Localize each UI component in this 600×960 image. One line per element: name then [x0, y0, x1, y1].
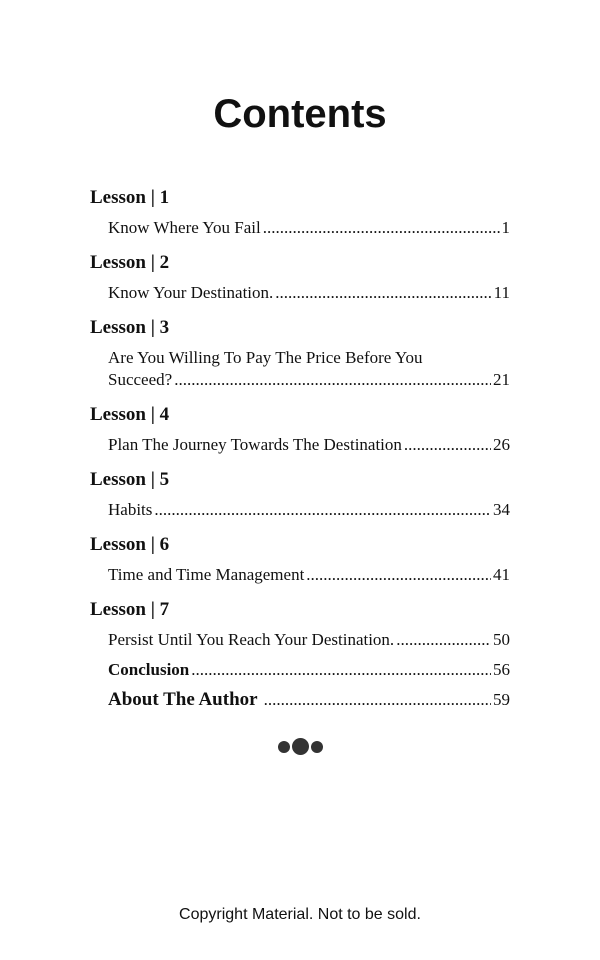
toc-page-number: 50 [493, 630, 510, 649]
toc-page-number: 1 [501, 218, 510, 237]
ornament-dot-left [278, 741, 290, 753]
toc-entry-label: Know Where You Fail [108, 218, 261, 237]
lesson-heading-4: Lesson | 4 [90, 404, 170, 425]
toc-entry-line2 [108, 369, 510, 391]
toc-entry-label: About The Author [108, 689, 258, 710]
toc-entry-label: Habits [108, 500, 153, 519]
toc-page-number: 34 [493, 500, 510, 519]
toc-entry-label: Conclusion [108, 660, 190, 679]
toc-page-number: 59 [493, 690, 510, 709]
table-of-contents [90, 184, 510, 711]
toc-entry-label: Persist Until You Reach Your Destination. [108, 630, 395, 649]
dot-leader [264, 689, 491, 711]
toc-page-number: 56 [493, 660, 510, 679]
toc-entry-6[interactable] [108, 564, 510, 586]
ornament-dot-center [292, 738, 309, 755]
toc-entry-label: Time and Time Management [108, 565, 305, 584]
dot-leader [191, 659, 491, 681]
toc-entry-3[interactable] [108, 347, 510, 391]
dot-leader [306, 564, 491, 586]
toc-entry-7[interactable] [108, 629, 510, 651]
dot-leader [404, 434, 491, 456]
dot-leader [396, 629, 491, 651]
toc-entry-4[interactable] [108, 434, 510, 456]
three-dot-ornament-icon [0, 738, 600, 755]
toc-entry-conclusion[interactable] [108, 659, 510, 681]
copyright-footer: Copyright Material. Not to be sold. [179, 906, 421, 923]
lesson-heading-5: Lesson | 5 [90, 469, 170, 490]
toc-page-number: 11 [493, 283, 510, 302]
toc-entry-label: Plan The Journey Towards The Destination [108, 435, 402, 454]
toc-page-number: 26 [493, 435, 510, 454]
toc-entry-5[interactable] [108, 499, 510, 521]
dot-leader [154, 499, 491, 521]
lesson-heading-6: Lesson | 6 [90, 534, 170, 555]
toc-page-number: 21 [493, 370, 510, 389]
dot-leader [263, 217, 500, 239]
lesson-heading-1: Lesson | 1 [90, 187, 170, 208]
dot-leader [275, 282, 491, 304]
lesson-heading-2: Lesson | 2 [90, 252, 170, 273]
toc-entry-1[interactable] [108, 217, 510, 239]
toc-entry-label-line2: Succeed? [108, 370, 173, 389]
toc-entry-label-line1: Are You Willing To Pay The Price Before You [108, 348, 423, 367]
dot-leader [174, 369, 491, 391]
toc-entry-label: Know Your Destination. [108, 283, 274, 302]
lesson-heading-7: Lesson | 7 [90, 599, 170, 620]
toc-page-number: 41 [493, 565, 510, 584]
toc-entry-about-author[interactable] [108, 689, 510, 711]
toc-entry-2[interactable] [108, 282, 510, 304]
ornament-dot-right [311, 741, 323, 753]
page-title: Contents [213, 92, 387, 136]
lesson-heading-3: Lesson | 3 [90, 317, 170, 338]
